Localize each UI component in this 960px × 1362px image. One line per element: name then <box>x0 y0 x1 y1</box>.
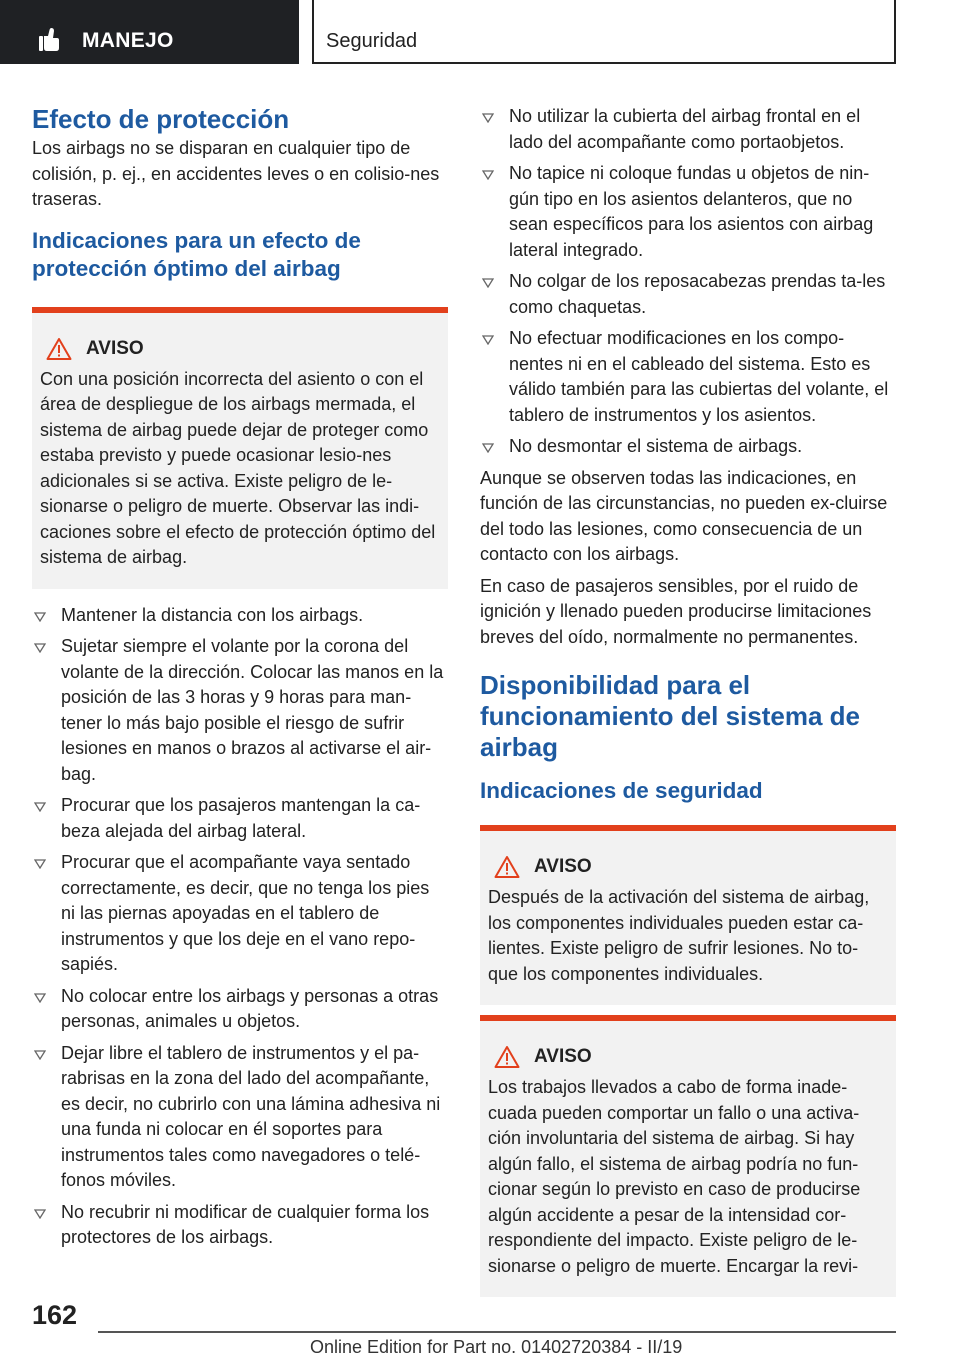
precautions-list-continued <box>480 104 896 460</box>
heading-protection-effect: Efecto de protección <box>32 104 290 134</box>
hand-steering-icon <box>38 26 64 52</box>
list-item: Dejar libre el tablero de instrumentos y el pa-rabrisas en la zona del lado del acompañante, es decir, no cubrirlo con una lámina adhesiva ni una funda ni colocar en él soportes para instrumentos tales como navegadores o telé-fonos móviles. <box>32 1041 448 1194</box>
list-item: No colgar de los reposacabezas prendas ta-les como chaquetas. <box>480 269 896 320</box>
bullet-triangle-icon <box>34 993 46 1003</box>
paragraph-hearing: En caso de pasajeros sensibles, por el ruido de ignición y llenado pueden producirse limitaciones breves del oído, normalmente no permanentes. <box>480 575 872 647</box>
list-item: No colocar entre los airbags y personas a otras personas, animales u objetos. <box>32 984 448 1035</box>
warning-text: Los trabajos llevados a cabo de forma inade-cuada pueden comportar un fallo o una activa-ción involuntaria del sistema de airbag. Si hay algún fallo, el sistema de airbag podría no fun-cionar según lo previsto en caso de producirse algún accidente a pesar de la intensidad cor-respondiente del impacto. Existe peligro de le-sionarse o peligro de muerte. Encargar la revi- <box>488 1077 861 1276</box>
warning-box <box>480 825 896 1005</box>
warning-title: AVISO <box>86 337 144 359</box>
right-column <box>480 104 896 1307</box>
list-item: Procurar que el acompañante vaya sentado correctamente, es decir, que no tenga los pies ni las piernas apoyadas en el tablero de instrumentos y que los deje en el vano repo-sapiés. <box>32 850 448 978</box>
warning-box <box>480 1015 896 1297</box>
warning-text: Con una posición incorrecta del asiento o con el área de despliegue de los airbags mermada, el sistema de airbag puede dejar de proteger como estaba previsto y puede ocasionar lesio-nes adicionales si se activa. Existe peligro de le-sionarse o peligro de muerte. Observar las indi-caciones sobre el efecto de protección óptimo del sistema de airbag. <box>40 368 436 567</box>
heading-safety-notes: Indicaciones de seguridad <box>480 778 763 803</box>
warning-triangle-icon <box>494 855 520 879</box>
bullet-triangle-icon <box>482 335 494 345</box>
list-item: Sujetar siempre el volante por la corona del volante de la dirección. Colocar las manos en la posición de las 3 horas y 9 horas para man-tener lo más bajo posible el riesgo de sufrir lesiones en manos o brazos al activarse el air-bag. <box>32 634 448 787</box>
bullet-triangle-icon <box>34 859 46 869</box>
list-item: No recubrir ni modificar de cualquier forma los protectores de los airbags. <box>32 1200 448 1251</box>
list-item: Procurar que los pasajeros mantengan la ca-beza alejada del airbag lateral. <box>32 793 448 844</box>
warning-text: Después de la activación del sistema de airbag, los componentes individuales pueden estar ca-lientes. Existe peligro de sufrir lesiones. No to-que los componentes individuales. <box>488 887 870 984</box>
bullet-triangle-icon <box>482 278 494 288</box>
footer-divider <box>98 1331 896 1333</box>
warning-title: AVISO <box>534 1046 592 1067</box>
list-item: No efectuar modificaciones en los compo-nentes ni en el cableado del sistema. Esto es válido también para las cubiertas del volante, el tablero de instrumentos y los asientos. <box>480 326 896 428</box>
warning-header <box>488 1043 888 1071</box>
left-column <box>32 98 448 1257</box>
warning-title: AVISO <box>534 856 592 877</box>
heading-optimal-protection: Indicaciones para un efecto de protección óptimo del airbag <box>32 227 361 281</box>
list-item: No desmontar el sistema de airbags. <box>480 434 896 460</box>
bullet-triangle-icon <box>34 1050 46 1060</box>
bullet-triangle-icon <box>482 113 494 123</box>
bullet-triangle-icon <box>482 443 494 453</box>
warning-header <box>40 335 440 363</box>
section-label: MANEJO <box>82 29 174 52</box>
section-tab <box>0 0 299 64</box>
list-item: No tapice ni coloque fundas u objetos de nin-gún tipo en los asientos delanteros, que no sean específicos para los asientos con airbag lateral integrado. <box>480 161 896 263</box>
bullet-triangle-icon <box>34 1209 46 1219</box>
bullet-triangle-icon <box>34 802 46 812</box>
bullet-triangle-icon <box>34 643 46 653</box>
warning-header <box>488 853 888 881</box>
precautions-list <box>32 603 448 1251</box>
paragraph-injuries: Aunque se observen todas las indicaciones, en función de las circunstancias, no pueden ex-cluirse del todo las lesiones, como consecuencia de un contacto con los airbags. <box>480 467 888 564</box>
warning-triangle-icon <box>494 1045 520 1069</box>
warning-box <box>32 307 448 589</box>
warning-triangle-icon <box>46 337 72 361</box>
bullet-triangle-icon <box>482 170 494 180</box>
page-title: Seguridad <box>326 30 418 52</box>
intro-paragraph: Los airbags no se disparan en cualquier tipo de colisión, p. ej., en accidentes leves o en colisio-nes traseras. <box>32 138 440 209</box>
page-number: 162 <box>32 1300 78 1330</box>
list-item: No utilizar la cubierta del airbag frontal en el lado del acompañante como portaobjetos. <box>480 104 896 155</box>
heading-airbag-availability: Disponibilidad para el funcionamiento del sistema de airbag <box>480 670 860 762</box>
edition-note: Online Edition for Part no. 01402720384 - II/19 <box>310 1337 683 1357</box>
list-item: Mantener la distancia con los airbags. <box>32 603 448 629</box>
bullet-triangle-icon <box>34 612 46 622</box>
